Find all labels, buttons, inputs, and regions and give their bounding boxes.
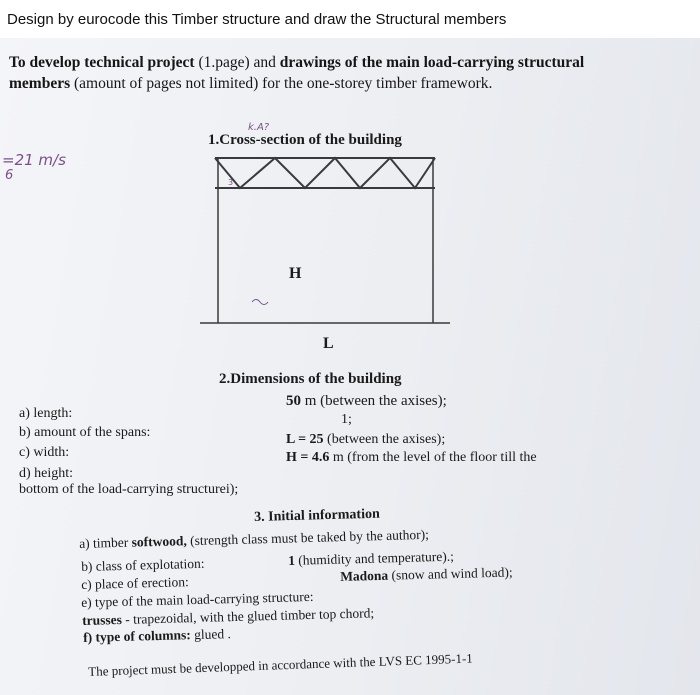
length-row (286, 393, 447, 410)
section1-title: 1.Cross-section of the building (208, 132, 402, 148)
height-value: H = 4.6 (286, 450, 330, 465)
intro-bold-1: To develop technical project (9, 54, 195, 71)
question-header (0, 0, 700, 38)
height-row (286, 450, 537, 466)
structure-label: e) type of the main load-carrying structure: (81, 588, 314, 610)
height-dim-label: d) height: (19, 466, 74, 481)
length-unit: m (between the axises); (301, 393, 447, 409)
intro-text-1: (1.page) and (194, 54, 280, 71)
width-label: c) width: (19, 445, 70, 460)
width-value: L = 25 (286, 432, 324, 447)
handwritten-bottom-mark (252, 300, 268, 305)
explotation-value: 1 (288, 552, 296, 568)
explotation-rest: (humidity and temperature).; (294, 548, 455, 568)
timber-rest: (strength class must be taked by the author); (186, 526, 430, 549)
timber-row (79, 527, 429, 552)
intro-bold-2: drawings of the main load-carrying structural members (9, 54, 585, 92)
columns-row (83, 626, 231, 646)
timber-value: softwood, (131, 533, 187, 550)
question-title: Design by eurocode this Timber structure and draw the Structural members (7, 11, 507, 28)
erection-row (340, 564, 513, 585)
truss-web (215, 158, 435, 188)
span-label: L (323, 335, 334, 352)
intro-paragraph (9, 52, 609, 94)
width-unit: (between the axises); (323, 432, 446, 447)
length-label: a) length: (19, 406, 73, 421)
height-label: H (289, 265, 302, 282)
trusses-rest: - trapezoidal, with the glued timber top chord; (121, 605, 375, 627)
assignment-photo (0, 38, 700, 695)
spans-label: b) amount of the spans: (19, 425, 151, 440)
height-continuation: bottom of the load-carrying structurei); (19, 482, 239, 497)
height-unit: m (from the level of the floor till the (329, 450, 537, 465)
erection-label: c) place of erection: (81, 574, 189, 592)
section2-title: 2.Dimensions of the building (219, 371, 402, 387)
length-value: 50 (286, 393, 301, 409)
cross-section-diagram (195, 143, 455, 333)
footer-note: The project must be developped in accordance with the LVS EC 1995-1-1 (88, 650, 474, 679)
handwritten-wind-note: =21 m/s (2, 151, 66, 169)
truss-note: 3 (228, 178, 234, 187)
section3-title: 3. Initial information (254, 506, 380, 525)
erection-rest: (snow and wind load); (387, 564, 513, 583)
spans-value: 1; (341, 412, 352, 427)
columns-value: glued . (190, 626, 232, 643)
handwritten-six: 6 (5, 168, 14, 183)
trusses-value: trusses (82, 611, 123, 628)
handwritten-top-note: k.A? (248, 122, 270, 133)
columns-label: f) type of columns: (83, 627, 191, 645)
width-row (286, 432, 445, 448)
explotation-label: b) class of explotation: (81, 555, 205, 574)
timber-label: a) timber (79, 534, 132, 551)
erection-value: Madona (340, 567, 389, 584)
intro-text-2: (amount of pages not limited) for the one-storey timber framework. (70, 75, 493, 92)
